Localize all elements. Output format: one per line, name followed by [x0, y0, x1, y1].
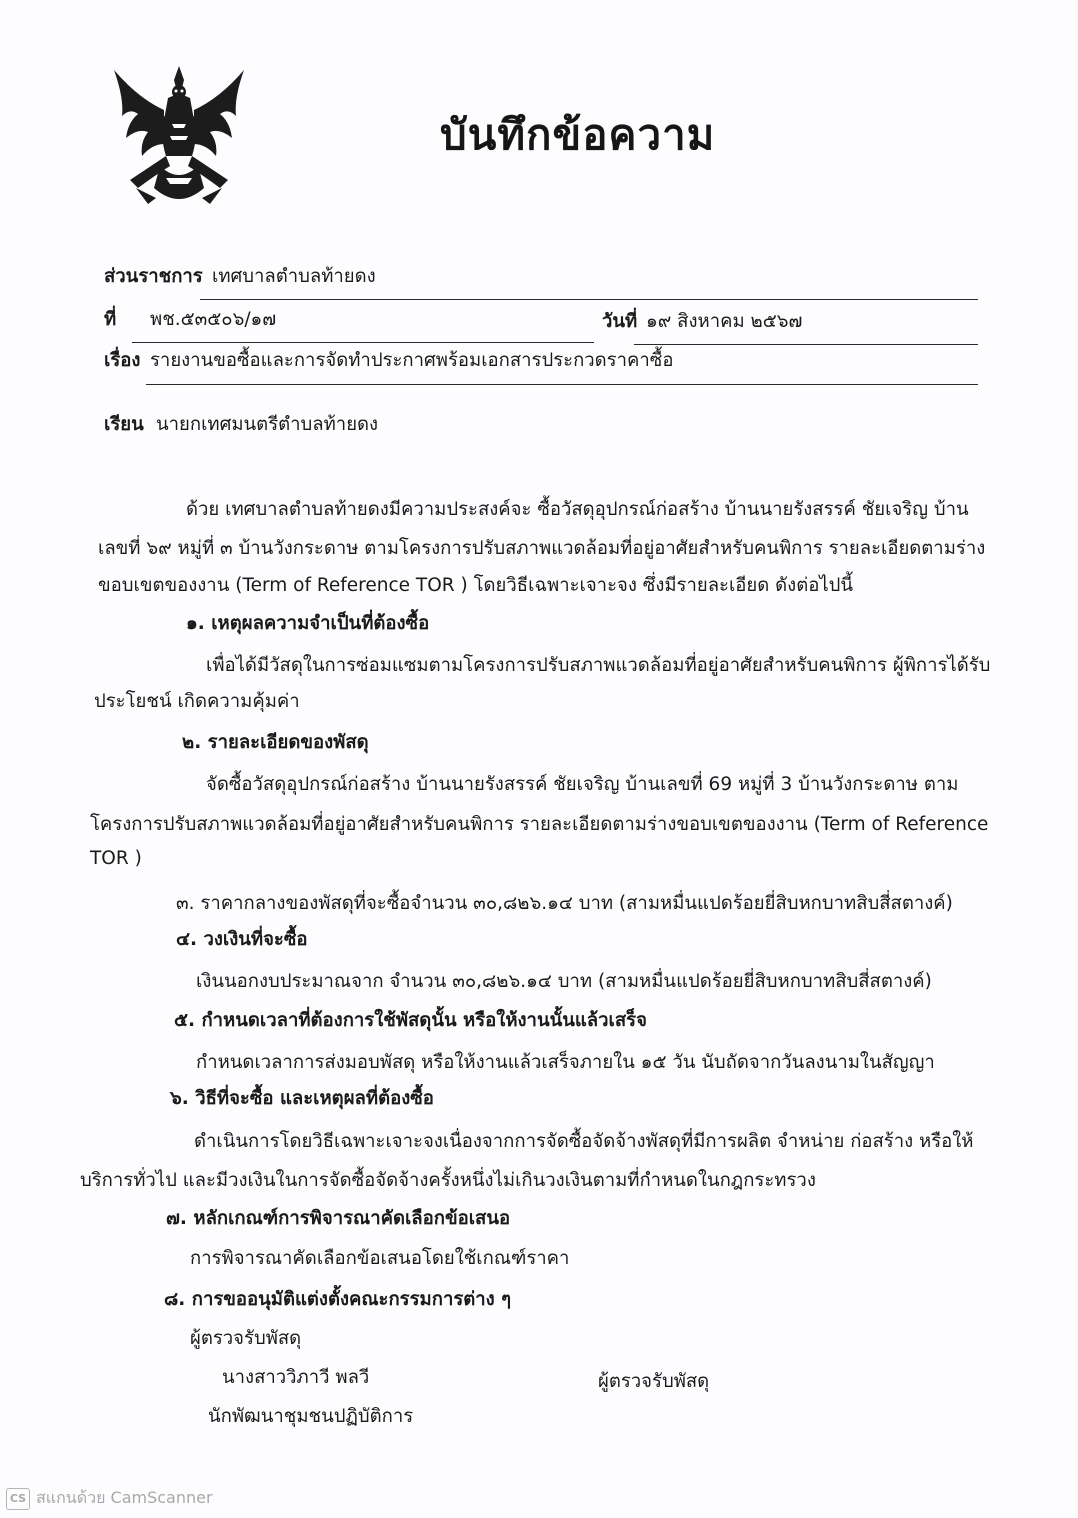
section-7-line-1: การพิจารณาคัดเลือกข้อเสนอโดยใช้เกณฑ์ราคา	[190, 1248, 570, 1269]
to-value: นายกเทศมนตรีตำบลท้ายดง	[156, 414, 379, 435]
subject-label: เรื่อง	[104, 350, 141, 371]
committee-member-position: นักพัฒนาชุมชนปฏิบัติการ	[208, 1406, 414, 1427]
section-5-line-1: กำหนดเวลาการส่งมอบพัสดุ หรือให้งานแล้วเสร็จภายใน ๑๕ วัน นับถัดจากวันลงนามในสัญญา	[196, 1052, 935, 1073]
committee-member-role: ผู้ตรวจรับพัสดุ	[598, 1371, 710, 1392]
section-1-heading: ๑. เหตุผลความจำเป็นที่ต้องซื้อ	[186, 613, 430, 634]
date-label: วันที่	[602, 311, 638, 332]
section-2-line-3: TOR )	[90, 848, 142, 869]
ref-rule	[132, 342, 594, 343]
department-label: ส่วนราชการ	[104, 266, 203, 287]
date-value: ๑๙ สิงหาคม ๒๕๖๗	[646, 311, 803, 332]
section-6-line-1: ดำเนินการโดยวิธีเฉพาะเจาะจงเนื่องจากการจัดซื้อจัดจ้างพัสดุที่มีการผลิต จำหน่าย ก่อสร้าง หรือให้	[194, 1131, 974, 1152]
intro-line-2: เลขที่ ๖๙ หมู่ที่ ๓ บ้านวังกระดาษ ตามโครงการปรับสภาพแวดล้อมที่อยู่อาศัยสำหรับคนพิการ รายละเอียดตามร่าง	[98, 538, 986, 559]
section-5-heading: ๕. กำหนดเวลาที่ต้องการใช้พัสดุนั้น หรือให้งานนั้นแล้วเสร็จ	[174, 1010, 647, 1031]
section-2-line-1: จัดซื้อวัสดุอุปกรณ์ก่อสร้าง บ้านนายรังสรรค์ ชัยเจริญ บ้านเลขที่ 69 หมู่ที่ 3 บ้านวังกระดาษ ตาม	[206, 774, 959, 795]
section-2-heading: ๒. รายละเอียดของพัสดุ	[182, 732, 369, 753]
section-8-subheading: ผู้ตรวจรับพัสดุ	[190, 1328, 302, 1349]
section-1-line-1: เพื่อได้มีวัสดุในการซ่อมแซมตามโครงการปรับสภาพแวดล้อมที่อยู่อาศัยสำหรับคนพิการ ผู้พิการได้รับ	[206, 655, 991, 676]
section-6-line-2: บริการทั่วไป และมีวงเงินในการจัดซื้อจัดจ้างครั้งหนึ่งไม่เกินวงเงินตามที่กำหนดในกฎกระทรวง	[80, 1170, 816, 1191]
section-2-line-2: โครงการปรับสภาพแวดล้อมที่อยู่อาศัยสำหรับคนพิการ รายละเอียดตามร่างขอบเขตของงาน (Term of Reference	[90, 814, 989, 835]
camscanner-watermark	[6, 1486, 213, 1511]
department-value: เทศบาลตำบลท้ายดง	[212, 266, 376, 287]
committee-member-name: นางสาววิภาวี พลวี	[222, 1367, 370, 1388]
department-rule	[200, 299, 978, 300]
section-4-line-1: เงินนอกงบประมาณจาก จำนวน ๓๐,๘๒๖.๑๔ บาท (สามหมื่นแปดร้อยยี่สิบหกบาทสิบสี่สตางค์)	[196, 971, 932, 992]
intro-line-1: ด้วย เทศบาลตำบลท้ายดงมีความประสงค์จะ ซื้อวัสดุอุปกรณ์ก่อสร้าง บ้านนายรังสรรค์ ชัยเจริญ บ้าน	[186, 499, 969, 520]
to-label: เรียน	[104, 414, 144, 435]
section-4-heading: ๔. วงเงินที่จะซื้อ	[176, 929, 308, 950]
section-3-heading: ๓. ราคากลางของพัสดุที่จะซื้อจำนวน ๓๐,๘๒๖.๑๔ บาท (สามหมื่นแปดร้อยยี่สิบหกบาทสิบสี่สตางค์)	[176, 893, 953, 914]
ref-label: ที่	[104, 309, 117, 330]
section-1-line-2: ประโยชน์ เกิดความคุ้มค่า	[94, 691, 300, 712]
camscanner-logo-icon: CS	[6, 1488, 30, 1510]
section-7-heading: ๗. หลักเกณฑ์การพิจารณาคัดเลือกข้อเสนอ	[166, 1208, 511, 1229]
subject-rule	[146, 384, 978, 385]
intro-line-3: ขอบเขตของงาน (Term of Reference TOR ) โดยวิธีเฉพาะเจาะจง ซึ่งมีรายละเอียด ดังต่อไปนี้	[98, 575, 854, 596]
section-8-heading: ๘. การขออนุมัติแต่งตั้งคณะกรรมการต่าง ๆ	[164, 1289, 512, 1310]
ref-number: พช.๕๓๕๐๖/๑๗	[150, 309, 277, 330]
camscanner-text: สแกนด้วย CamScanner	[36, 1488, 213, 1507]
memo-title: บันทึกข้อความ	[440, 110, 716, 159]
subject-value: รายงานขอซื้อและการจัดทำประกาศพร้อมเอกสารประกวดราคาซื้อ	[150, 350, 674, 371]
section-6-heading: ๖. วิธีที่จะซื้อ และเหตุผลที่ต้องซื้อ	[170, 1088, 434, 1109]
garuda-emblem	[108, 58, 250, 214]
date-rule	[634, 344, 978, 345]
